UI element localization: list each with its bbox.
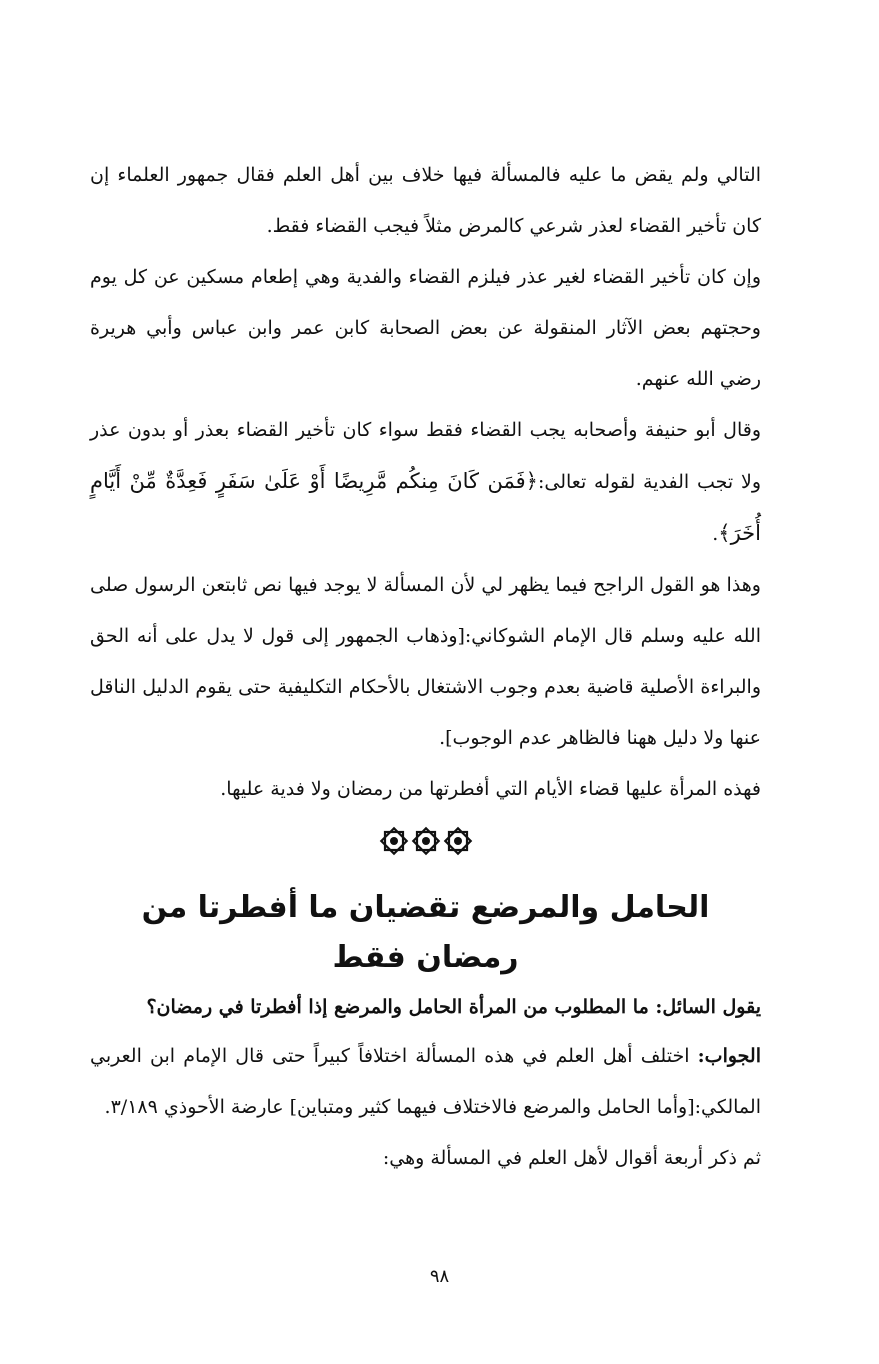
section-heading: الحامل والمرضع تقضيان ما أفطرتا من رمضان فقط xyxy=(141,890,710,975)
hanafi-text: وقال أبو حنيفة وأصحابه يجب القضاء فقط سواء كان تأخير القضاء بعذر أو بدون عذر ولا تجب الفدية لقوله تعالى: xyxy=(90,419,762,493)
closing-line: ثم ذكر أربعة أقوال لأهل العلم في المسألة وهي: xyxy=(382,1147,761,1169)
section-divider-ornament xyxy=(90,815,761,867)
paragraph-preferred-view: وهذا هو القول الراجح فيما يظهر لي لأن المسألة لا يوجد فيها نص ثابتعن الرسول صلى الله عليه وسلم قال الإمام الشوكاني:[وذهاب الجمهور إلى قول لا يدل على أنه الحق والبراءة الأصلية قاضية بعدم وجوب الاشتغال بالأحكام التكليفية حتى يقوم الدليل الناقل عنها ولا دليل ههنا فالظاهر عدم الوجوب]. xyxy=(90,574,761,749)
paragraph-majority-view: التالي ولم يقض ما عليه فالمسألة فيها خلاف بين أهل العلم فقال جمهور العلماء إن كان تأخير القضاء لعذر شرعي كالمرض مثلاً فيجب القضاء فقط. xyxy=(90,164,761,237)
hanafi-end: . xyxy=(712,523,719,545)
page-number: ٩٨ xyxy=(429,1266,450,1287)
paragraph-conclusion: فهذه المرأة عليها قضاء الأيام التي أفطرتها من رمضان ولا فدية عليها. xyxy=(220,778,761,800)
answer-lead: الجواب: xyxy=(697,1045,761,1067)
answer-text: اختلف أهل العلم في هذه المسألة اختلافاً كبيراً حتى قال الإمام ابن العربي المالكي:[وأما الحامل والمرضع فالاختلاف فيهما كثير ومتباين] عارضة الأحوذي ٣/١٨٩. xyxy=(90,1045,761,1118)
page-body xyxy=(90,150,761,1184)
answer-paragraph xyxy=(90,1031,761,1133)
star-ornament-icon xyxy=(378,824,474,858)
quran-verse: ﴿فَمَن كَانَ مِنكُم مَّرِيضًا أَوْ عَلَىٰ سَفَرٍ فَعِدَّةٌ مِّنْ أَيَّامٍ أُخَرَ﴾ xyxy=(90,469,761,545)
paragraph-hanafi-view xyxy=(90,405,761,560)
question-line: يقول السائل: ما المطلوب من المرأة الحامل والمرضع إذا أفطرتا في رمضان؟ xyxy=(146,996,761,1018)
paragraph-fidya-view: وإن كان تأخير القضاء لغير عذر فيلزم القضاء والفدية وهي إطعام مسكين عن كل يوم وحجتهم بعض الآثار المنقولة عن بعض الصحابة كابن عمر وابن عباس وأبي هريرة رضي الله عنهم. xyxy=(90,266,761,390)
